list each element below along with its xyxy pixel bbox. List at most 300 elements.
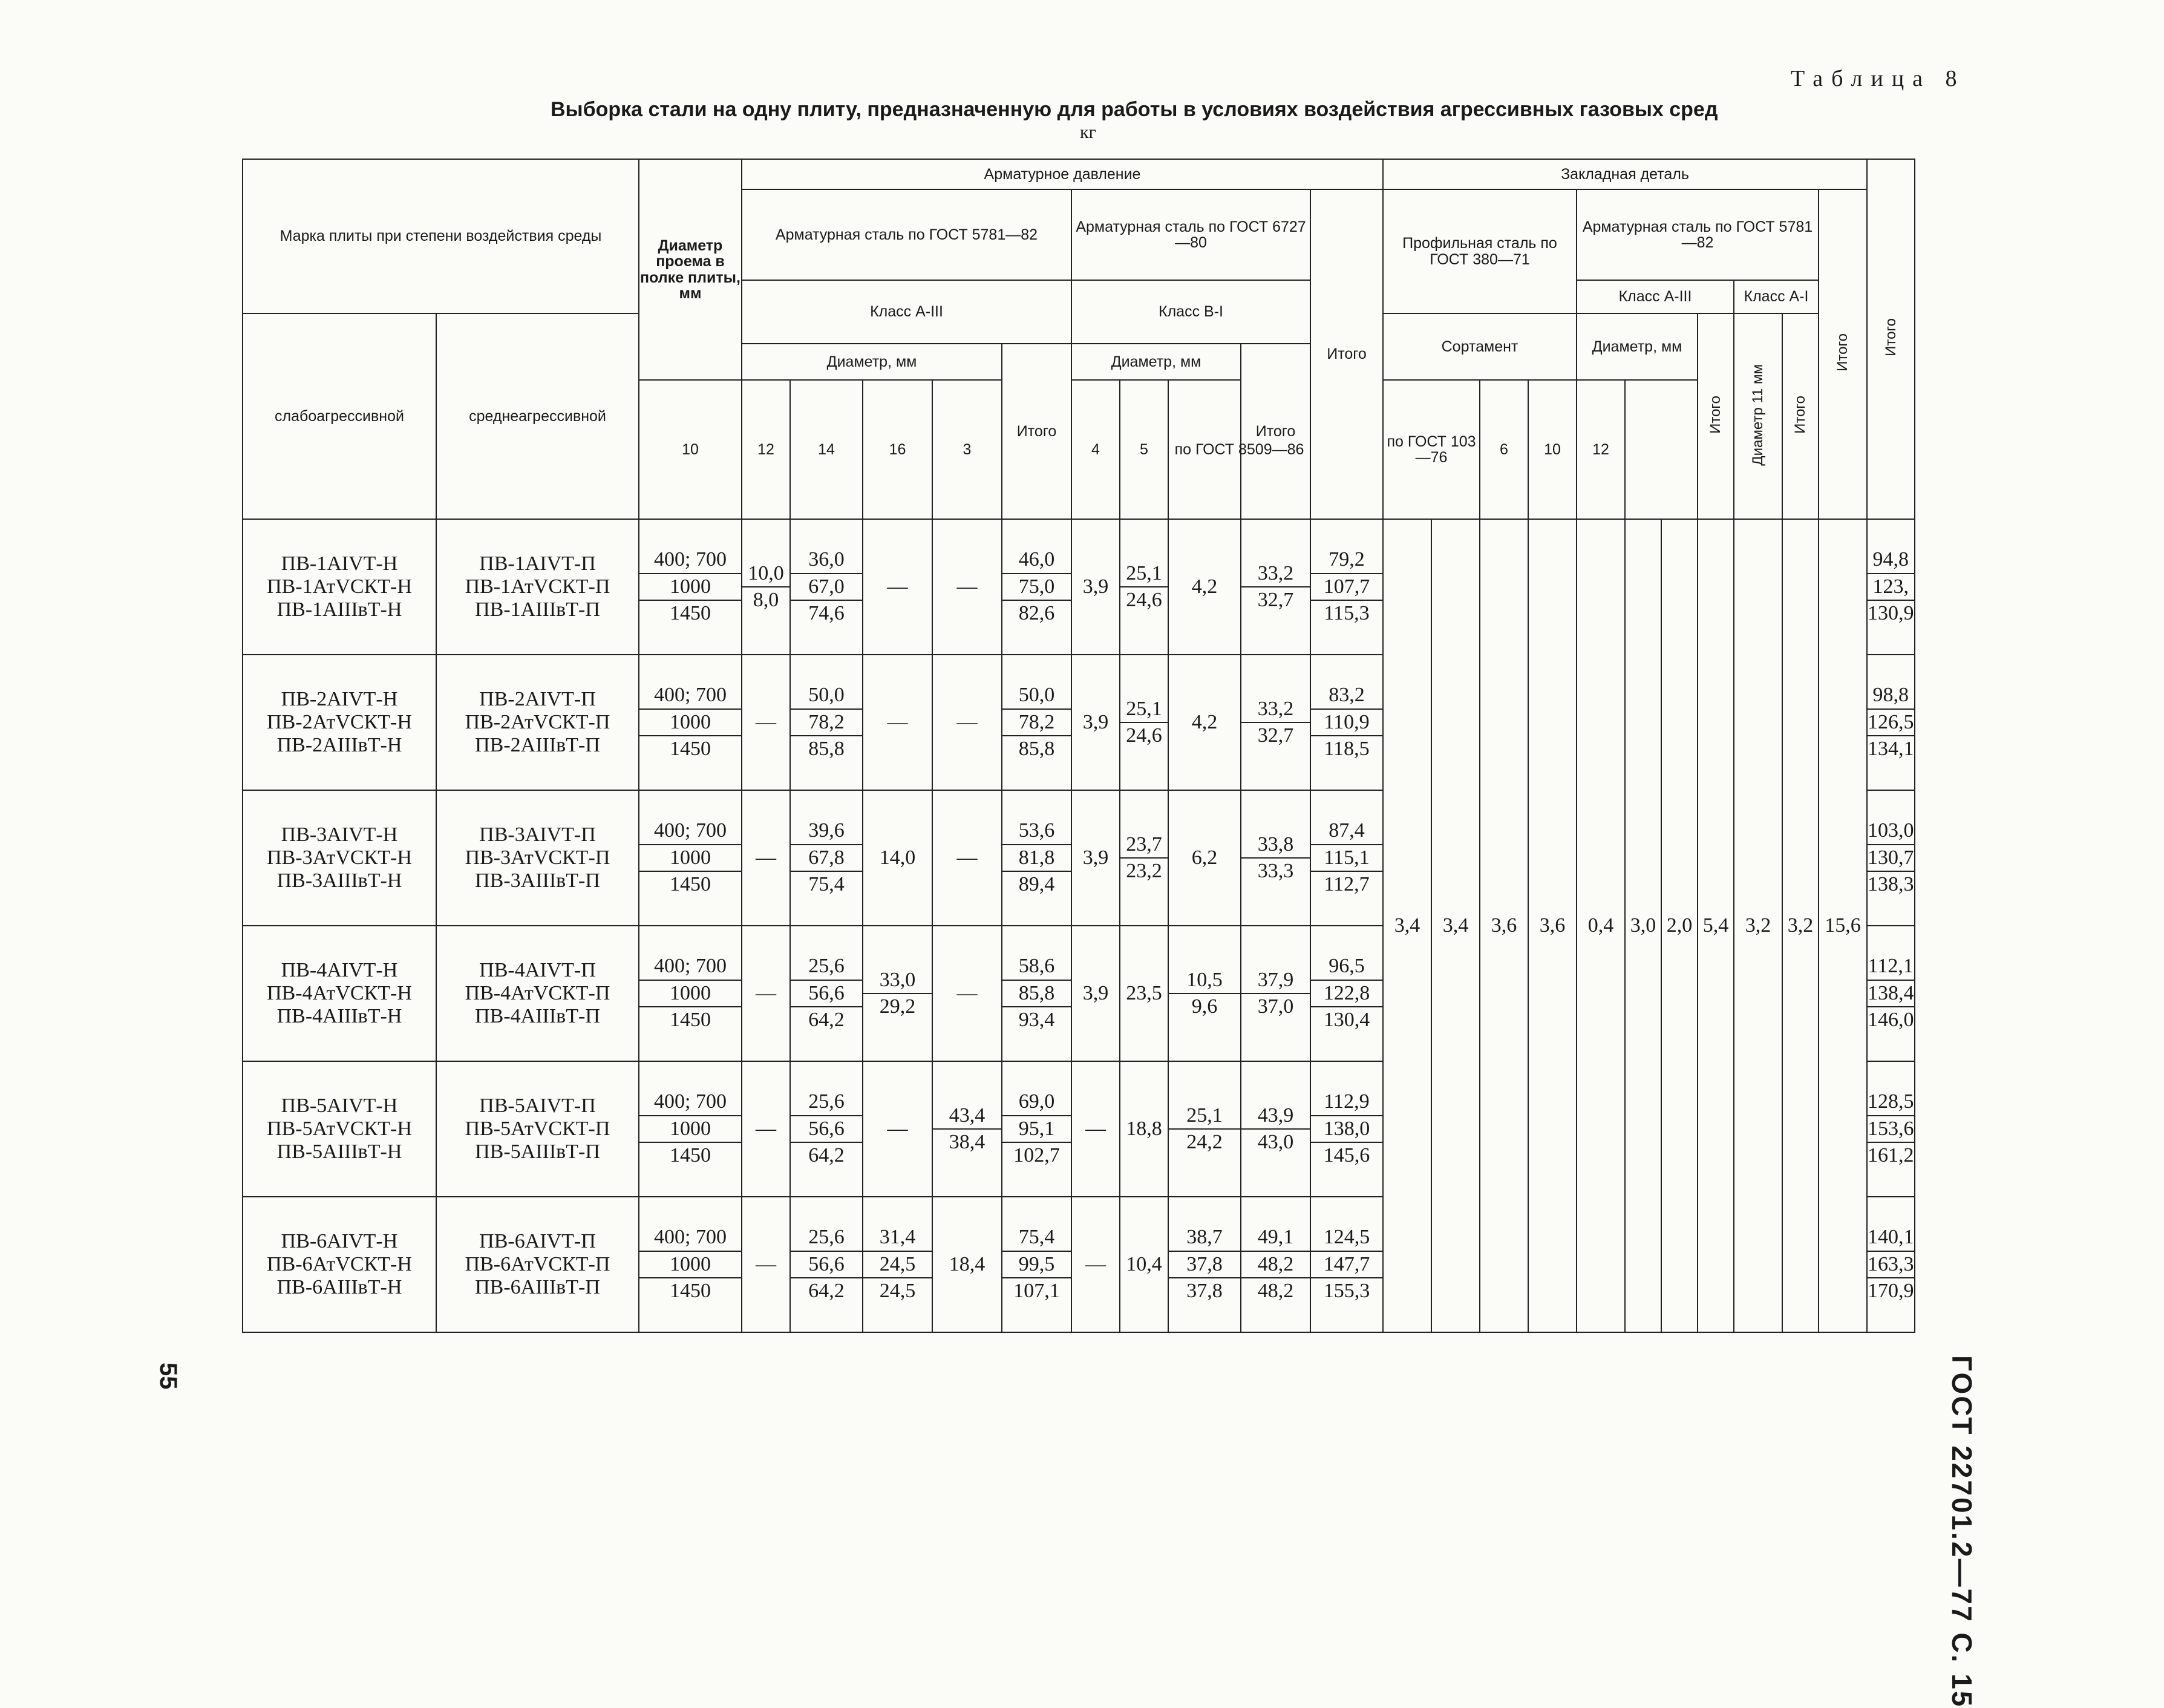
col-a16: 16 xyxy=(863,380,932,519)
cell-a14 xyxy=(863,519,932,655)
cell-diam xyxy=(639,1197,742,1332)
cell-value: 3,9 xyxy=(1082,981,1109,1004)
cell-value: 53,6 xyxy=(1002,818,1071,845)
col-a14: 14 xyxy=(790,380,863,519)
cell-value: 43,9 xyxy=(1241,1103,1310,1130)
plate-mark: ПВ-3АIVТ-Н xyxy=(281,823,398,846)
plate-mark: ПВ-5АтVСКТ-П xyxy=(465,1117,610,1140)
plate-mark: ПВ-1АIIIвТ-Н xyxy=(276,598,402,621)
gost8509-header: по ГОСТ 8509—86 xyxy=(1168,380,1310,519)
cell-value: 1450 xyxy=(670,873,711,896)
cell-b5 xyxy=(1168,519,1241,655)
cell-value: — xyxy=(756,710,776,733)
gost103-header: по ГОСТ 103—76 xyxy=(1383,380,1480,519)
cell-a16 xyxy=(932,1197,1002,1332)
cell-value: 25,6 xyxy=(791,1089,862,1116)
cell-a10 xyxy=(742,926,790,1061)
cell-b5 xyxy=(1168,1061,1241,1197)
cell-value: 153,6 xyxy=(1868,1116,1914,1144)
plate-mark: ПВ-1АIVТ-Н xyxy=(281,552,398,575)
cell-value: — xyxy=(956,710,978,733)
cell-value: 18,8 xyxy=(1126,1117,1162,1140)
cell-value: 9,6 xyxy=(1191,995,1218,1018)
cell-value: 112,7 xyxy=(1324,873,1370,896)
page-number: 55 xyxy=(155,1363,181,1390)
cell-value: 1000 xyxy=(639,1252,741,1279)
cell-value: 67,8 xyxy=(791,845,862,872)
cell-value: 112,9 xyxy=(1311,1089,1382,1116)
gost5781-header: Арматурная сталь по ГОСТ 5781—82 xyxy=(742,189,1071,280)
cell-value: 48,2 xyxy=(1241,1252,1310,1279)
cell-value: 85,8 xyxy=(1018,738,1055,761)
plate-mark: ПВ-1АIIIвТ-П xyxy=(475,598,600,621)
col-e12: 12 xyxy=(1577,380,1625,519)
cell-a12 xyxy=(790,1197,863,1332)
cell-value: 400; 700 xyxy=(639,682,741,710)
cell-value: 36,0 xyxy=(791,547,862,574)
b-diameter-header: Диаметр, мм xyxy=(1071,344,1241,380)
col-e10: 10 xyxy=(1528,380,1577,519)
cell-medium xyxy=(436,790,639,926)
cell-value: 24,2 xyxy=(1186,1131,1223,1153)
cell-value: 3,9 xyxy=(1082,575,1109,598)
cell-value: 79,2 xyxy=(1311,547,1382,574)
cell-a12 xyxy=(790,519,863,655)
cell-value: 24,6 xyxy=(1126,589,1162,611)
plate-mark: ПВ-5АIIIвТ-Н xyxy=(276,1140,402,1163)
cell-value: 33,3 xyxy=(1257,860,1294,882)
cell-value: 400; 700 xyxy=(639,547,741,574)
col-b5: 5 xyxy=(1120,380,1168,519)
cell-grand xyxy=(1867,790,1915,926)
embedded-emb-total: 15,6 xyxy=(1819,519,1867,1332)
cell-value: 10,5 xyxy=(1169,967,1240,995)
cell-value: 138,3 xyxy=(1868,873,1914,896)
cell-a14 xyxy=(863,1197,932,1332)
plate-mark: ПВ-2АтVСКТ-Н xyxy=(267,710,412,733)
cell-value: 50,0 xyxy=(791,682,862,710)
cell-total xyxy=(1310,655,1383,790)
unit-label: кг xyxy=(1080,122,1096,142)
cell-value: 58,6 xyxy=(1002,954,1071,981)
plate-mark: ПВ-1АтVСКТ-Н xyxy=(267,575,412,598)
cell-value: 170,9 xyxy=(1868,1280,1914,1303)
embedded-d6: 0,4 xyxy=(1577,519,1625,1332)
medium-header: среднеагрессивной xyxy=(436,313,639,519)
cell-value: — xyxy=(1085,1252,1106,1275)
col-e6: 6 xyxy=(1480,380,1528,519)
cell-b4 xyxy=(1120,655,1168,790)
cell-diam xyxy=(639,926,742,1061)
profile-header: Профильная сталь по ГОСТ 380—71 xyxy=(1383,189,1577,313)
cell-value: 64,2 xyxy=(808,1009,845,1032)
cell-value: 1450 xyxy=(670,602,711,625)
diam11-header: Диаметр 11 мм xyxy=(1734,313,1782,519)
cell-value: 110,9 xyxy=(1311,710,1382,737)
cell-value: 56,6 xyxy=(791,1252,862,1279)
rebar-pressure-header: Арматурное давление xyxy=(742,159,1383,189)
mark-header: Марка плиты при степени воздействия среды xyxy=(243,159,639,313)
cell-value: 38,7 xyxy=(1169,1225,1240,1252)
embedded-ai-total: 3,2 xyxy=(1782,519,1819,1332)
cell-grand xyxy=(1867,1197,1915,1332)
cell-a16 xyxy=(932,1061,1002,1197)
cell-value: 50,0 xyxy=(1002,682,1071,710)
cell-value: 31,4 xyxy=(863,1225,932,1252)
class-aiii-header: Класс А-III xyxy=(742,280,1071,344)
plate-mark: ПВ-6АIVТ-Н xyxy=(281,1229,398,1252)
plate-mark: ПВ-4АIVТ-Н xyxy=(281,958,398,981)
cell-value: 6,2 xyxy=(1191,846,1218,869)
cell-b4 xyxy=(1120,519,1168,655)
cell-value: 39,6 xyxy=(791,818,862,845)
cell-a14 xyxy=(863,926,932,1061)
plate-mark: ПВ-6АIIIвТ-Н xyxy=(276,1276,402,1299)
cell-value: 1000 xyxy=(639,710,741,737)
plate-mark: ПВ-6АIVТ-П xyxy=(479,1229,596,1252)
cell-value: 29,2 xyxy=(879,995,916,1018)
cell-a-total xyxy=(1002,655,1071,790)
cell-value: 400; 700 xyxy=(639,954,741,981)
cell-total xyxy=(1310,1197,1383,1332)
cell-medium xyxy=(436,1197,639,1332)
plate-mark: ПВ-2АтVСКТ-П xyxy=(465,710,610,733)
cell-value: 49,1 xyxy=(1241,1225,1310,1252)
cell-b3 xyxy=(1071,926,1120,1061)
cell-b-total xyxy=(1241,790,1310,926)
cell-value: 14,0 xyxy=(879,846,916,869)
cell-total xyxy=(1310,1061,1383,1197)
cell-value: 33,2 xyxy=(1241,696,1310,724)
plate-mark: ПВ-4АтVСКТ-П xyxy=(465,981,610,1004)
cell-weak xyxy=(243,1061,436,1197)
cell-value: 18,4 xyxy=(949,1252,986,1275)
cell-value: 123, xyxy=(1868,574,1914,601)
cell-value: 155,3 xyxy=(1323,1280,1370,1303)
cell-value: 23,7 xyxy=(1120,832,1168,859)
cell-value: 102,7 xyxy=(1013,1144,1060,1167)
cell-medium xyxy=(436,926,639,1061)
cell-value: 25,1 xyxy=(1120,561,1168,588)
cell-value: 400; 700 xyxy=(639,1225,741,1252)
diam-opening-header: Диаметр проема в полке плиты, мм xyxy=(639,159,742,380)
cell-value: 146,0 xyxy=(1868,1009,1914,1032)
cell-a16 xyxy=(932,655,1002,790)
plate-mark: ПВ-4АIIIвТ-Н xyxy=(276,1005,402,1028)
plate-mark: ПВ-1АIVТ-П xyxy=(479,552,596,575)
cell-a16 xyxy=(932,926,1002,1061)
cell-diam xyxy=(639,1061,742,1197)
cell-value: 140,1 xyxy=(1868,1225,1914,1252)
cell-value: 112,1 xyxy=(1868,954,1914,981)
cell-value: 23,2 xyxy=(1126,860,1162,882)
cell-a10 xyxy=(742,655,790,790)
cell-value: 25,6 xyxy=(791,954,862,981)
cell-value: 83,2 xyxy=(1311,682,1382,710)
cell-value: 118,5 xyxy=(1324,738,1370,761)
cell-value: 75,4 xyxy=(808,873,845,896)
cell-value: 134,1 xyxy=(1868,738,1914,761)
cell-value: 33,0 xyxy=(863,967,932,995)
cell-value: 1000 xyxy=(639,1116,741,1144)
embedded-total-header: Итого xyxy=(1819,189,1867,519)
b-total-header: Итого xyxy=(1241,344,1310,519)
col-b4: 4 xyxy=(1071,380,1120,519)
cell-value: 48,2 xyxy=(1257,1280,1294,1303)
cell-value: 124,5 xyxy=(1311,1225,1382,1252)
cell-weak xyxy=(243,790,436,926)
embedded-aiii-total: 5,4 xyxy=(1698,519,1734,1332)
cell-value: 1450 xyxy=(670,738,711,761)
cell-a12 xyxy=(790,655,863,790)
cell-grand xyxy=(1867,926,1915,1061)
embedded-l70: 3,4 xyxy=(1383,519,1431,1332)
cell-value: 64,2 xyxy=(808,1144,845,1167)
cell-b5 xyxy=(1168,926,1241,1061)
cell-value: 87,4 xyxy=(1311,818,1382,845)
plate-mark: ПВ-5АтVСКТ-Н xyxy=(267,1117,412,1140)
cell-value: 130,4 xyxy=(1323,1009,1370,1032)
table-title: Выборка стали на одну плиту, предназначенную для работы в условиях воздействия агрессивных газовых сред xyxy=(551,98,1718,121)
class-aiii-emb-header: Класс А-III xyxy=(1577,280,1734,313)
cell-diam xyxy=(639,790,742,926)
cell-value: 103,0 xyxy=(1868,818,1914,845)
cell-value: 37,8 xyxy=(1186,1280,1223,1303)
gost5781-emb-header: Арматурная сталь по ГОСТ 5781—82 xyxy=(1577,189,1819,280)
cell-grand xyxy=(1867,655,1915,790)
cell-b5 xyxy=(1168,1197,1241,1332)
plate-mark: ПВ-4АтVСКТ-Н xyxy=(267,981,412,1004)
plate-mark: ПВ-6АтVСКТ-П xyxy=(465,1252,610,1275)
cell-value: 130,7 xyxy=(1868,845,1914,872)
cell-b3 xyxy=(1071,790,1120,926)
col-a10: 10 xyxy=(639,380,742,519)
steel-table xyxy=(242,159,1915,1333)
cell-value: 138,4 xyxy=(1868,981,1914,1008)
plate-mark: ПВ-4АIIIвТ-П xyxy=(475,1005,600,1028)
col-a12: 12 xyxy=(742,380,790,519)
plate-mark: ПВ-2АIIIвТ-П xyxy=(475,734,600,757)
cell-value: 1450 xyxy=(670,1280,711,1303)
cell-value: — xyxy=(756,846,776,869)
col-b3: 3 xyxy=(932,380,1002,519)
cell-value: — xyxy=(756,981,776,1004)
cell-value: 130,9 xyxy=(1868,602,1914,625)
cell-value: 115,3 xyxy=(1324,602,1370,625)
embedded-p110-total: 3,6 xyxy=(1528,519,1577,1332)
cell-a14 xyxy=(863,790,932,926)
cell-value: 37,0 xyxy=(1257,995,1294,1018)
cell-value: 161,2 xyxy=(1868,1144,1914,1167)
plate-mark: ПВ-6АIIIвТ-П xyxy=(475,1276,600,1299)
cell-value: 126,5 xyxy=(1868,710,1914,737)
cell-value: 46,0 xyxy=(1002,547,1071,574)
cell-value: 4,2 xyxy=(1191,575,1218,598)
cell-value: 32,7 xyxy=(1257,724,1294,747)
cell-a12 xyxy=(790,790,863,926)
cell-a16 xyxy=(932,790,1002,926)
cell-value: 33,8 xyxy=(1241,832,1310,859)
cell-value: 78,2 xyxy=(791,710,862,737)
cell-total xyxy=(1310,926,1383,1061)
cell-a-total xyxy=(1002,519,1071,655)
embedded-d11: 3,2 xyxy=(1734,519,1782,1332)
cell-value: 56,6 xyxy=(791,1116,862,1144)
embedded-d10: 3,0 xyxy=(1625,519,1661,1332)
cell-b5 xyxy=(1168,655,1241,790)
cell-value: 43,4 xyxy=(933,1103,1001,1130)
cell-value: 85,8 xyxy=(1002,981,1071,1008)
cell-value: 82,6 xyxy=(1018,602,1055,625)
cell-value: 25,6 xyxy=(791,1225,862,1252)
emb-diameter-header: Диаметр, мм xyxy=(1577,313,1698,380)
cell-b4 xyxy=(1120,926,1168,1061)
cell-value: 24,5 xyxy=(879,1280,916,1303)
cell-b3 xyxy=(1071,655,1120,790)
cell-b-total xyxy=(1241,519,1310,655)
cell-a14 xyxy=(863,1061,932,1197)
assortment-header: Сортамент xyxy=(1383,313,1577,380)
cell-value: — xyxy=(887,575,908,598)
plate-mark: ПВ-4АIVТ-П xyxy=(479,958,596,981)
cell-value: 37,9 xyxy=(1241,967,1310,995)
cell-value: 38,4 xyxy=(949,1131,986,1153)
cell-value: 93,4 xyxy=(1018,1009,1055,1032)
cell-value: — xyxy=(956,846,978,869)
cell-weak xyxy=(243,655,436,790)
plate-mark: ПВ-3АтVСКТ-Н xyxy=(267,846,412,869)
cell-value: 24,6 xyxy=(1126,724,1162,747)
plate-mark: ПВ-3АтVСКТ-П xyxy=(465,846,610,869)
table-label: Таблица 8 xyxy=(1791,66,1966,91)
cell-a12 xyxy=(790,926,863,1061)
cell-value: — xyxy=(887,1117,908,1140)
cell-diam xyxy=(639,519,742,655)
aiii-emb-total-header: Итого xyxy=(1698,313,1734,519)
cell-weak xyxy=(243,926,436,1061)
cell-value: 32,7 xyxy=(1257,589,1294,611)
cell-value: 8,0 xyxy=(753,589,779,611)
cell-value: 25,1 xyxy=(1169,1103,1240,1130)
cell-value: 4,2 xyxy=(1191,710,1218,733)
cell-b-total xyxy=(1241,655,1310,790)
cell-total xyxy=(1310,519,1383,655)
cell-a-total xyxy=(1002,926,1071,1061)
cell-value: 145,6 xyxy=(1323,1144,1370,1167)
a-total-header: Итого xyxy=(1002,344,1071,519)
plate-mark: ПВ-1АтVСКТ-П xyxy=(465,575,610,598)
plate-mark: ПВ-6АтVСКТ-Н xyxy=(267,1252,412,1275)
cell-value: 43,0 xyxy=(1257,1131,1294,1153)
plate-mark: ПВ-3АIIIвТ-Н xyxy=(276,869,402,892)
rebar-total-header: Итого xyxy=(1310,189,1383,519)
cell-value: 147,7 xyxy=(1311,1252,1382,1279)
cell-value: 85,8 xyxy=(808,738,845,761)
cell-value: 128,5 xyxy=(1868,1089,1914,1116)
cell-value: 400; 700 xyxy=(639,1089,741,1116)
cell-value: 96,5 xyxy=(1311,954,1382,981)
cell-value: 64,2 xyxy=(808,1280,845,1303)
cell-grand xyxy=(1867,1061,1915,1197)
cell-b4 xyxy=(1120,1061,1168,1197)
cell-value: 37,8 xyxy=(1169,1252,1240,1279)
cell-a10 xyxy=(742,790,790,926)
cell-b-total xyxy=(1241,926,1310,1061)
cell-value: 99,5 xyxy=(1002,1252,1071,1279)
plate-mark: ПВ-5АIVТ-П xyxy=(479,1094,596,1117)
plate-mark: ПВ-2АIVТ-Н xyxy=(281,687,398,710)
cell-medium xyxy=(436,519,639,655)
cell-value: 75,4 xyxy=(1002,1225,1071,1252)
plate-mark: ПВ-5АIIIвТ-П xyxy=(475,1140,600,1163)
table-row xyxy=(243,519,1915,655)
cell-a16 xyxy=(932,519,1002,655)
cell-value: 10,0 xyxy=(742,561,789,588)
cell-b5 xyxy=(1168,790,1241,926)
cell-value: 138,0 xyxy=(1311,1116,1382,1144)
cell-b-total xyxy=(1241,1197,1310,1332)
cell-value: 1450 xyxy=(670,1009,711,1032)
cell-total xyxy=(1310,790,1383,926)
plate-mark: ПВ-5АIVТ-Н xyxy=(281,1094,398,1117)
cell-value: — xyxy=(887,710,908,733)
plate-mark: ПВ-3АIIIвТ-П xyxy=(475,869,600,892)
cell-a14 xyxy=(863,655,932,790)
cell-value: 56,6 xyxy=(791,981,862,1008)
class-bi-header: Класс В-I xyxy=(1071,280,1310,344)
cell-value: 107,7 xyxy=(1311,574,1382,601)
cell-value: 94,8 xyxy=(1868,547,1914,574)
cell-value: 25,1 xyxy=(1120,696,1168,724)
cell-b4 xyxy=(1120,790,1168,926)
cell-value: 89,4 xyxy=(1018,873,1055,896)
embedded-header: Закладная деталь xyxy=(1383,159,1867,189)
cell-value: 24,5 xyxy=(863,1252,932,1279)
cell-value: 1000 xyxy=(639,574,741,601)
cell-value: 107,1 xyxy=(1013,1280,1060,1303)
cell-medium xyxy=(436,1061,639,1197)
cell-value: 163,3 xyxy=(1868,1252,1914,1279)
cell-value: 81,8 xyxy=(1002,845,1071,872)
cell-value: 98,8 xyxy=(1868,682,1914,710)
cell-a10 xyxy=(742,1061,790,1197)
cell-b3 xyxy=(1071,519,1120,655)
cell-a12 xyxy=(790,1061,863,1197)
side-doc-label: ГОСТ 22701.2—77 С. 15 xyxy=(1946,1355,1978,1708)
cell-value: 10,4 xyxy=(1126,1252,1162,1275)
cell-value: 33,2 xyxy=(1241,561,1310,588)
cell-b4 xyxy=(1120,1197,1168,1332)
cell-b3 xyxy=(1071,1061,1120,1197)
cell-value: 115,1 xyxy=(1311,845,1382,872)
cell-value: 400; 700 xyxy=(639,818,741,845)
cell-weak xyxy=(243,519,436,655)
cell-value: 69,0 xyxy=(1002,1089,1071,1116)
table-body xyxy=(243,519,1915,1332)
ai-emb-total-header: Итого xyxy=(1782,313,1819,519)
plate-mark: ПВ-3АIVТ-П xyxy=(479,823,596,846)
cell-value: 1000 xyxy=(639,981,741,1008)
cell-value: — xyxy=(956,981,978,1004)
plate-mark: ПВ-2АIVТ-П xyxy=(479,687,596,710)
class-ai-emb-header: Класс А-I xyxy=(1734,280,1819,313)
cell-diam xyxy=(639,655,742,790)
cell-value: 95,1 xyxy=(1002,1116,1071,1144)
embedded-p110: 3,6 xyxy=(1480,519,1528,1332)
cell-medium xyxy=(436,655,639,790)
cell-value: 122,8 xyxy=(1311,981,1382,1008)
cell-value: 75,0 xyxy=(1002,574,1071,601)
